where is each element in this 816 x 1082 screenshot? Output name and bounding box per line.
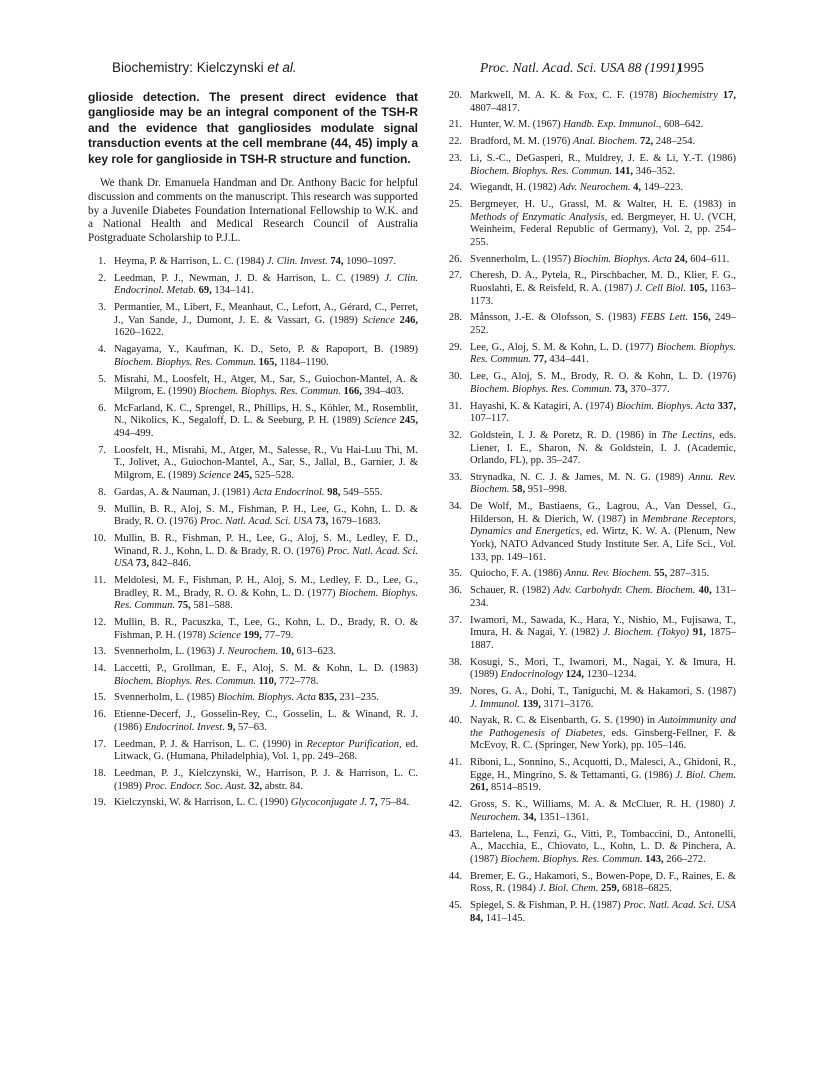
reference-number: 43. bbox=[448, 828, 462, 840]
reference-source: Biochim. Biophys. Acta bbox=[217, 692, 316, 704]
reference-authors: Cheresh, D. A., Pytela, R., Pirschbacher, M. D., Klier, F. G., Ruoslahti, E. & Reisfeld, R. A. (1987) bbox=[470, 270, 736, 295]
reference-volume: 259, bbox=[600, 883, 620, 895]
reference-volume: 156, bbox=[692, 312, 711, 324]
reference-authors: Nores, G. A., Dohi, T., Taniguchi, M. & Hakamori, S. (1987) bbox=[470, 685, 736, 697]
reference-pages: eds. Ginsberg-Fellner, F. & McEvoy, R. C. (Springer, New York), pp. 105–146. bbox=[470, 727, 737, 752]
reference-number: 39. bbox=[448, 685, 462, 697]
reference-item bbox=[88, 663, 418, 688]
reference-item bbox=[444, 757, 736, 795]
reference-item bbox=[444, 342, 736, 367]
reference-volume: 105, bbox=[688, 283, 708, 295]
reference-volume: 98, bbox=[327, 486, 341, 498]
reference-number: 9. bbox=[98, 503, 106, 515]
reference-pages: 394–403. bbox=[364, 386, 404, 398]
reference-volume: 245, bbox=[399, 415, 419, 427]
reference-pages: 3171–3176. bbox=[543, 698, 594, 710]
reference-source: Autoimmunity and the Pathogenesis of Diabetes, bbox=[470, 715, 736, 739]
reference-pages: 434–441. bbox=[549, 354, 589, 366]
reference-authors: Misrahi, M., Loosfelt, H., Atger, M., Sar, S., Guiochon-Mantel, A. & Milgrom, E. (1990) bbox=[114, 373, 418, 398]
reference-volume: 77, bbox=[533, 354, 547, 366]
reference-source: Annu. Rev. Biochem. bbox=[564, 568, 652, 580]
reference-item bbox=[444, 686, 736, 711]
reference-pages: ed. Bergmeyer, H. U. (VCH, Weinheim, Federal Republic of Germany), Vol. 2, pp. 254–255. bbox=[470, 211, 736, 248]
reference-pages: 1184–1190. bbox=[279, 356, 329, 368]
reference-pages: 266–272. bbox=[666, 853, 706, 865]
reference-authors: Leedman, P. J., Newman, J. D. & Harrison, L. C. (1989) bbox=[114, 272, 379, 284]
reference-pages: 581–588. bbox=[193, 600, 233, 612]
reference-number: 44. bbox=[448, 870, 462, 882]
reference-pages: 772–778. bbox=[279, 675, 319, 687]
reference-number: 34. bbox=[448, 501, 462, 513]
reference-number: 13. bbox=[92, 646, 106, 658]
reference-pages: ed. Wirtz, K. W. A. (Plenum, New York), NATO Advanced Study Institute Ser. A, Life Sci., Vol. 133, pp. 149–161. bbox=[470, 526, 737, 563]
reference-item bbox=[444, 90, 736, 115]
reference-number: 35. bbox=[448, 568, 462, 580]
reference-item bbox=[444, 871, 736, 896]
reference-pages: 134–141. bbox=[214, 285, 254, 297]
reference-item bbox=[444, 585, 736, 610]
reference-pages: 604–611. bbox=[690, 253, 730, 265]
reference-authors: Nagayama, Y., Kaufman, K. D., Seto, P. & Rapoport, B. (1989) bbox=[114, 344, 418, 356]
reference-authors: Li, S.-C., DeGasperi, R., Muldrey, J. E. & Li, Y.-T. (1986) bbox=[470, 152, 736, 164]
reference-item bbox=[444, 657, 736, 682]
reference-volume: 75, bbox=[177, 600, 191, 612]
reference-source: Biochem. Biophys. Res. Commun. bbox=[114, 587, 419, 612]
reference-authors: Leedman, P. J., Kielczynski, W., Harrison, P. J. & Harrison, L. C. (1989) bbox=[114, 767, 418, 792]
left-column bbox=[88, 90, 418, 814]
reference-number: 12. bbox=[92, 616, 106, 628]
reference-number: 31. bbox=[448, 400, 462, 412]
reference-pages: 370–377. bbox=[630, 383, 670, 395]
reference-number: 33. bbox=[448, 471, 462, 483]
reference-source: Biochem. Biophys. Res. Commun. bbox=[114, 356, 257, 368]
reference-authors: Spiegel, S. & Fishman, P. H. (1987) bbox=[470, 899, 621, 911]
reference-item bbox=[444, 829, 736, 867]
reference-authors: Mullin, B. R., Pacuszka, T., Lee, G., Kohn, L. D., Brady, R. O. & Fishman, P. H. (1978) bbox=[114, 616, 418, 641]
reference-number: 24. bbox=[448, 182, 462, 194]
reference-authors: Goldstein, I. J. & Poretz, R. D. (1986) in bbox=[470, 429, 657, 441]
reference-item bbox=[88, 445, 418, 483]
reference-item bbox=[444, 254, 736, 267]
reference-source: J. Biol. Chem. bbox=[538, 883, 599, 895]
reference-source: J. Clin. Invest. bbox=[266, 256, 328, 268]
body-paragraph: glioside detection. The present direct evidence that ganglioside may be an integral component of the TSH-R and the evidence that gangliosides modulate signal transduction events at the cell membrane (44, 45) imply a key role for ganglioside in TSH-R structure and function. bbox=[88, 90, 418, 166]
reference-pages: 131–234. bbox=[470, 585, 737, 609]
reference-source: FEBS Lett. bbox=[640, 312, 689, 324]
reference-pages: 8514–8519. bbox=[491, 782, 541, 794]
reference-item bbox=[444, 199, 736, 249]
running-header-left bbox=[112, 57, 297, 79]
header-authors: Kielczynski bbox=[196, 60, 264, 75]
reference-volume: 55, bbox=[654, 568, 668, 580]
reference-authors: Meldolesi, M. F., Fishman, P. H., Aloj, S. M., Ledley, F. D., Lee, G., Bradley, R. M., Brady, R. O. & Kohn, L. D. (1977) bbox=[114, 574, 418, 599]
reference-number: 1. bbox=[98, 256, 106, 268]
reference-number: 29. bbox=[448, 341, 462, 353]
reference-authors: Markwell, M. A. K. & Fox, C. F. (1978) bbox=[470, 90, 658, 101]
reference-source: Biochem. Biophys. Res. Commun. bbox=[198, 386, 341, 398]
reference-authors: Nayak, R. C. & Eisenbarth, G. S. (1990) in bbox=[470, 715, 656, 727]
reference-volume: 72, bbox=[640, 136, 654, 148]
reference-source: Endocrinology bbox=[500, 669, 564, 681]
reference-authors: Bergmeyer, H. U., Grassl, M. & Walter, H. E. (1983) in bbox=[470, 199, 736, 211]
reference-volume: 141, bbox=[614, 165, 634, 177]
reference-volume: 73, bbox=[315, 516, 329, 528]
reference-item bbox=[444, 568, 736, 581]
reference-pages: 149–223. bbox=[643, 182, 684, 194]
reference-number: 37. bbox=[448, 614, 462, 626]
reference-authors: Wiegandt, H. (1982) bbox=[470, 182, 557, 194]
header-journal-citation: Proc. Natl. Acad. Sci. USA 88 (1991) bbox=[480, 60, 681, 75]
reference-authors: Lee, G., Aloj, S. M., Brody, R. O. & Kohn, L. D. (1976) bbox=[470, 371, 736, 383]
reference-number: 23. bbox=[448, 152, 462, 164]
reference-source: J. Neurochem. bbox=[217, 646, 279, 658]
reference-volume: 261, bbox=[470, 782, 489, 794]
reference-number: 15. bbox=[92, 692, 106, 704]
reference-volume: 9, bbox=[227, 721, 236, 733]
reference-item bbox=[88, 575, 418, 613]
reference-item bbox=[444, 715, 736, 753]
reference-authors: Mullin, B. R., Fishman, P. H., Lee, G., Aloj, S. M., Ledley, F. D., Winand, R. J., Kohn, L. D. & Brady, R. O. (1976) bbox=[114, 532, 418, 557]
reference-item bbox=[88, 344, 418, 369]
header-journal: Biochemistry: bbox=[112, 60, 194, 75]
reference-pages: 249–252. bbox=[470, 312, 737, 336]
reference-source: Membrane Receptors, Dynamics and Energetics, bbox=[470, 513, 736, 538]
reference-item bbox=[88, 487, 418, 500]
reference-authors: Riboni, L., Sonnino, S., Acquotti, D., Malesci, A., Ghidoni, R., Egge, H., Mingrino, S. & Tettamanti, G. (1986) bbox=[470, 757, 736, 781]
reference-pages: 1230–1234. bbox=[586, 669, 637, 681]
reference-source: J. Clin. Endocrinol. Metab. bbox=[114, 272, 419, 297]
reference-source: Adv. Neurochem. bbox=[559, 182, 631, 194]
reference-item bbox=[444, 182, 736, 195]
reference-pages: 77–79. bbox=[264, 629, 294, 641]
reference-number: 41. bbox=[448, 757, 462, 769]
acknowledgment-paragraph: We thank Dr. Emanuela Handman and Dr. Anthony Bacic for helpful discussion and comments on the manuscript. This research was supported by a Juvenile Diabetes Foundation International Fellowship to W.K. and a National Health and Medical Research Council of Australia Postgraduate Scholarship to P.J.L. bbox=[88, 177, 418, 245]
reference-volume: 73, bbox=[135, 558, 149, 570]
reference-source: J. Biol. Chem. bbox=[675, 769, 737, 781]
reference-pages: 1163–1173. bbox=[470, 283, 737, 307]
reference-source: Proc. Natl. Acad. Sci. USA bbox=[623, 899, 737, 911]
reference-number: 19. bbox=[92, 797, 106, 809]
reference-number: 32. bbox=[448, 429, 462, 441]
reference-list-left bbox=[88, 256, 418, 810]
reference-item bbox=[88, 739, 418, 764]
reference-source: Biochem. Biophys. Res. Commun. bbox=[470, 383, 613, 395]
reference-number: 18. bbox=[92, 767, 106, 779]
reference-pages: 287–315. bbox=[669, 568, 710, 580]
reference-item bbox=[88, 692, 418, 705]
reference-item bbox=[444, 371, 736, 396]
reference-source: Biochemistry bbox=[662, 90, 718, 101]
reference-number: 42. bbox=[448, 799, 462, 811]
reference-source: Methods of Enzymatic Analysis, bbox=[470, 211, 608, 223]
reference-item bbox=[88, 797, 418, 810]
reference-item bbox=[444, 430, 736, 468]
reference-item bbox=[88, 768, 418, 793]
reference-authors: Bradford, M. M. (1976) bbox=[470, 136, 571, 148]
reference-pages: 4807–4817. bbox=[470, 102, 520, 114]
reference-source: Acta Endocrinol. bbox=[252, 486, 325, 498]
reference-source: Annu. Rev. Biochem. bbox=[470, 471, 736, 496]
reference-volume: 246, bbox=[399, 314, 419, 326]
reference-item bbox=[444, 136, 736, 149]
reference-number: 10. bbox=[92, 532, 106, 544]
reference-source: J. Biochem. (Tokyo) bbox=[603, 627, 690, 639]
reference-pages: 141–145. bbox=[485, 912, 526, 924]
page-number: 1995 bbox=[677, 60, 704, 75]
reference-item bbox=[88, 617, 418, 642]
reference-volume: 40, bbox=[698, 585, 712, 597]
reference-item bbox=[444, 472, 736, 497]
reference-source: Proc. Natl. Acad. Sci. USA bbox=[114, 545, 419, 570]
reference-item bbox=[444, 799, 736, 824]
reference-source: Biochim. Biophys. Acta bbox=[573, 253, 672, 265]
reference-volume: 73, bbox=[614, 383, 628, 395]
reference-authors: Gardas, A. & Nauman, J. (1981) bbox=[114, 486, 251, 498]
reference-number: 2. bbox=[98, 272, 106, 284]
reference-authors: Bartelena, L., Fenzi, G., Vitti, P., Tombaccini, D., Antonelli, A., Macchia, E., Chiovato, L., Kohn, L. D. & Pinchera, A. (1987) bbox=[470, 828, 736, 865]
reference-volume: 110, bbox=[258, 675, 277, 687]
reference-pages: 346–352. bbox=[635, 165, 676, 177]
running-header-right bbox=[480, 57, 704, 79]
reference-item bbox=[88, 533, 418, 571]
reference-authors: Laccetti, P., Grollman, E. F., Aloj, S. M. & Kohn, L. D. (1983) bbox=[114, 663, 418, 675]
reference-source: Glycoconjugate J. bbox=[290, 797, 368, 809]
reference-authors: Kosugi, S., Mori, T., Iwamori, M., Nagai, Y. & Imura, H. (1989) bbox=[470, 656, 736, 681]
reference-volume: 4, bbox=[633, 182, 642, 194]
reference-source: J. Cell Biol. bbox=[635, 283, 686, 295]
reference-source: Biochem. Biophys. Res. Commun. bbox=[114, 675, 257, 687]
reference-number: 17. bbox=[92, 738, 106, 750]
reference-source: J. Neurochem. bbox=[470, 799, 736, 823]
reference-pages: 107–117. bbox=[470, 413, 509, 425]
reference-authors: Loosfelt, H., Misrahi, M., Atger, M., Salesse, R., Vu Hai-Luu Thi, M. T., Jolivet, A., Guiochon-Mantel, A., Sar, S., Jallal, B., Garnier, J. & Milgrom, E. (1989) bbox=[114, 444, 418, 482]
reference-authors: Kielczynski, W. & Harrison, L. C. (1990) bbox=[114, 797, 289, 809]
reference-source: Adv. Carbohydr. Chem. Biochem. bbox=[553, 585, 696, 597]
reference-authors: Bremer, E. G., Hakamori, S., Bowen-Pope, D. F., Raines, E. & Ross, R. (1984) bbox=[470, 870, 736, 895]
reference-authors: Iwamori, M., Sawada, K., Hara, Y., Nishio, M., Fujisawa, T., Imura, H. & Nagai, Y. (1982) bbox=[470, 614, 736, 639]
reference-volume: 84, bbox=[470, 912, 484, 924]
reference-authors: Lee, G., Aloj, S. M. & Kohn, L. D. (1977) bbox=[470, 341, 654, 353]
reference-volume: 143, bbox=[645, 853, 664, 865]
reference-item bbox=[88, 374, 418, 399]
reference-number: 20. bbox=[448, 90, 462, 101]
right-column bbox=[444, 90, 736, 929]
reference-item bbox=[444, 119, 736, 132]
reference-number: 45. bbox=[448, 899, 462, 911]
reference-item bbox=[88, 256, 418, 269]
reference-volume: 199, bbox=[243, 629, 262, 641]
reference-number: 16. bbox=[92, 709, 106, 721]
reference-source: Receptor Purification, bbox=[306, 738, 402, 750]
reference-pages: 549–555. bbox=[342, 486, 383, 498]
reference-authors: Svennerholm, L. (1957) bbox=[470, 253, 571, 265]
reference-volume: 69, bbox=[198, 285, 212, 297]
reference-pages: 494–499. bbox=[114, 428, 154, 440]
reference-volume: 10, bbox=[280, 646, 294, 658]
reference-volume: 166, bbox=[343, 386, 362, 398]
reference-number: 11. bbox=[93, 574, 106, 586]
reference-pages: 1351–1361. bbox=[539, 811, 589, 823]
reference-number: 40. bbox=[448, 715, 462, 727]
reference-item bbox=[444, 153, 736, 178]
reference-source: J. Immunol. bbox=[470, 698, 520, 710]
reference-source: Endocrinol. Invest. bbox=[144, 721, 225, 733]
reference-pages: 842–846. bbox=[151, 558, 191, 570]
reference-source: Handb. Exp. Immunol., bbox=[563, 119, 662, 131]
reference-authors: Månsson, J.-E. & Olofsson, S. (1983) bbox=[470, 312, 637, 324]
reference-authors: Quiocho, F. A. (1986) bbox=[470, 568, 562, 580]
reference-item bbox=[88, 504, 418, 529]
reference-source: Proc. Natl. Acad. Sci. USA bbox=[199, 516, 313, 528]
reference-authors: Mullin, B. R., Aloj, S. M., Fishman, P. H., Lee, G., Kohn, L. D. & Brady, R. O. (1976) bbox=[114, 503, 418, 528]
reference-pages: 231–235. bbox=[339, 692, 379, 704]
reference-source: Biochem. Biophys. Res. Commun. bbox=[470, 341, 737, 366]
reference-item bbox=[88, 709, 418, 734]
reference-item bbox=[88, 403, 418, 441]
reference-authors: Heyma, P. & Harrison, L. C. (1984) bbox=[114, 256, 265, 268]
reference-authors: Svennerholm, L. (1963) bbox=[114, 646, 215, 658]
reference-authors: McFarland, K. C., Sprengel, R., Phillips, H. S., Köhler, M., Rosemblit, N., Nikolics, K., Segaloff, D. L. & Seeburg, P. H. (1989) bbox=[114, 402, 418, 427]
reference-volume: 124, bbox=[565, 669, 585, 681]
reference-number: 3. bbox=[98, 302, 106, 314]
reference-authors: Svennerholm, L. (1985) bbox=[114, 692, 215, 704]
reference-pages: 248–254. bbox=[655, 136, 696, 148]
reference-source: Science bbox=[362, 314, 395, 326]
reference-item bbox=[444, 501, 736, 564]
reference-volume: 835, bbox=[318, 692, 337, 704]
reference-source: Science bbox=[198, 470, 231, 482]
reference-source: Anal. Biochem. bbox=[572, 136, 638, 148]
reference-volume: 337, bbox=[717, 400, 737, 412]
reference-pages: 1620–1622. bbox=[114, 327, 164, 339]
reference-authors: Gross, S. K., Williams, M. A. & McCluer, R. H. (1980) bbox=[470, 799, 724, 811]
reference-item bbox=[88, 302, 418, 340]
reference-authors: Permantier, M., Libert, F., Meanhaut, C., Lefort, A., Gérard, C., Perret, J., Van Sande, J., Dumont, J. E. & Vassart, G. (1989) bbox=[114, 302, 418, 326]
reference-source: Science bbox=[364, 415, 397, 427]
reference-source: Biochem. Biophys. Res. Commun. bbox=[470, 165, 613, 177]
reference-source: Biochem. Biophys. Res. Commun. bbox=[500, 853, 643, 865]
reference-number: 30. bbox=[448, 371, 462, 383]
reference-item bbox=[444, 900, 736, 925]
reference-number: 21. bbox=[448, 119, 462, 131]
reference-number: 22. bbox=[448, 136, 462, 148]
reference-volume: 91, bbox=[692, 627, 706, 639]
reference-number: 26. bbox=[448, 253, 462, 265]
reference-number: 7. bbox=[98, 444, 106, 456]
reference-item bbox=[444, 270, 736, 308]
reference-authors: Leedman, P. J. & Harrison, L. C. (1990) in bbox=[114, 738, 303, 750]
reference-volume: 245, bbox=[233, 470, 252, 482]
reference-item bbox=[444, 615, 736, 653]
reference-authors: Hunter, W. M. (1967) bbox=[470, 119, 561, 131]
header-etal: et al. bbox=[267, 60, 297, 75]
reference-number: 25. bbox=[448, 199, 462, 211]
reference-pages: 608–642. bbox=[663, 119, 704, 131]
reference-item bbox=[88, 273, 418, 298]
reference-volume: 32, bbox=[249, 780, 263, 792]
reference-pages: 613–623. bbox=[296, 646, 336, 658]
reference-pages: 6818–6825. bbox=[621, 883, 672, 895]
reference-number: 14. bbox=[92, 663, 106, 675]
reference-pages: 525–528. bbox=[254, 470, 294, 482]
reference-item bbox=[444, 312, 736, 337]
reference-number: 8. bbox=[98, 486, 106, 498]
reference-number: 5. bbox=[98, 373, 106, 385]
reference-pages: 1875–1887. bbox=[470, 627, 737, 651]
reference-pages: 951–998. bbox=[527, 484, 568, 496]
reference-item bbox=[444, 401, 736, 426]
reference-volume: 139, bbox=[522, 698, 541, 710]
reference-pages: 1090–1097. bbox=[346, 256, 397, 268]
reference-volume: 24, bbox=[674, 253, 688, 265]
reference-source: Biochim. Biophys. Acta bbox=[616, 400, 715, 412]
reference-volume: 74, bbox=[330, 256, 344, 268]
reference-pages: eds. Liener, I. E., Sharon, N. & Goldstein, I. J. (Academic, Orlando, FL), pp. 35–247. bbox=[470, 429, 737, 467]
reference-volume: 34, bbox=[523, 811, 537, 823]
reference-number: 6. bbox=[98, 402, 106, 414]
reference-number: 36. bbox=[448, 585, 462, 597]
reference-volume: 17, bbox=[722, 90, 736, 101]
reference-volume: 7, bbox=[369, 797, 378, 809]
reference-pages: abstr. 84. bbox=[264, 780, 303, 792]
reference-number: 27. bbox=[448, 270, 462, 282]
reference-pages: 1679–1683. bbox=[330, 516, 381, 528]
reference-list-right bbox=[444, 90, 736, 925]
reference-authors: Strynadka, N. C. J. & James, M. N. G. (1989) bbox=[470, 471, 684, 483]
reference-pages: 75–84. bbox=[380, 797, 410, 809]
reference-volume: 58, bbox=[512, 484, 526, 496]
reference-source: Science bbox=[208, 629, 241, 641]
reference-source: Proc. Endocr. Soc. Aust. bbox=[144, 780, 247, 792]
reference-number: 4. bbox=[98, 344, 106, 356]
reference-authors: Schauer, R. (1982) bbox=[470, 585, 551, 597]
reference-pages: 57–63. bbox=[237, 721, 267, 733]
reference-pages: ed. Litwack, G. (Humana, Philadelphia), Vol. 1, pp. 249–268. bbox=[114, 738, 418, 763]
reference-number: 38. bbox=[448, 656, 462, 668]
reference-authors: De Wolf, M., Bastiaens, G., Lagrou, A., Van Dessel, G., Hilderson, H. & Dierich, W. (1987) in bbox=[470, 501, 736, 525]
reference-number: 28. bbox=[448, 312, 462, 324]
reference-item bbox=[88, 646, 418, 659]
reference-volume: 165, bbox=[258, 356, 278, 368]
reference-authors: Etienne-Decerf, J., Gosselin-Rey, C., Gosselin, L. & Winand, R. J. (1986) bbox=[114, 709, 418, 733]
reference-authors: Hayashi, K. & Katagiri, A. (1974) bbox=[470, 400, 614, 412]
reference-source: The Lectins, bbox=[661, 429, 715, 441]
